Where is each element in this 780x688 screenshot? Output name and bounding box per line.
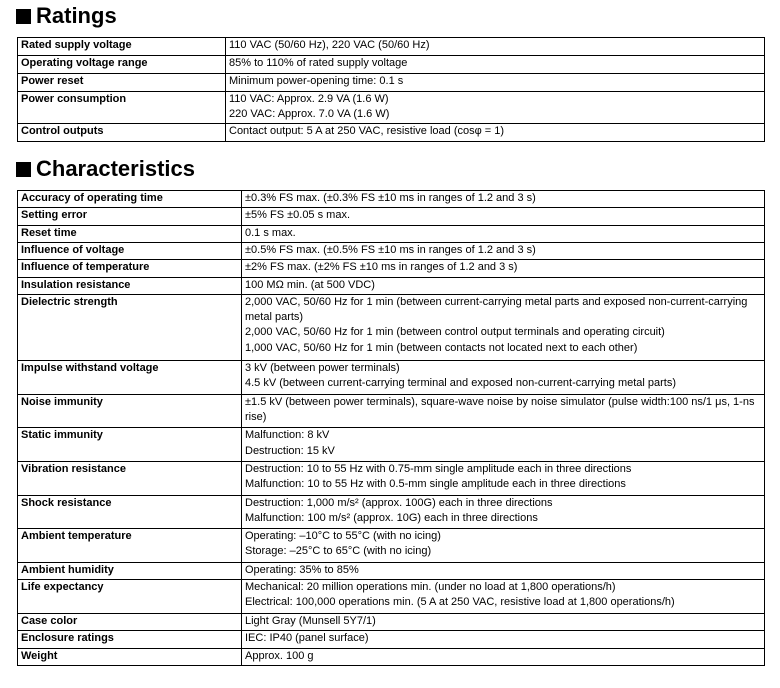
table-row: [18, 73, 765, 91]
spec-value-line: ±0.5% FS max. (±0.5% FS ±10 ms in ranges of 1.2 and 3 s): [245, 244, 536, 257]
spec-value: [226, 91, 765, 123]
spec-value-line: 110 VAC (50/60 Hz), 220 VAC (50/60 Hz): [229, 39, 430, 51]
spec-value-line: 1,000 VAC, 50/60 Hz for 1 min (between contacts not located next to each other): [245, 341, 638, 354]
spec-value-line: 85% to 110% of rated supply voltage: [229, 56, 408, 69]
spec-value: [242, 243, 765, 260]
characteristics-heading: [16, 157, 195, 181]
spec-value: [242, 394, 765, 428]
spec-label: Noise immunity: [18, 394, 242, 428]
table-row: [18, 394, 765, 428]
spec-value: [242, 361, 765, 395]
table-row: [18, 91, 765, 123]
spec-value-line: Malfunction: 100 m/s² (approx. 10G) each in three directions: [245, 511, 538, 524]
spec-label: Influence of temperature: [18, 260, 242, 277]
spec-value: [242, 495, 765, 529]
spec-value: [242, 295, 765, 361]
characteristics-table: [17, 190, 765, 666]
spec-label: Power consumption: [18, 91, 226, 123]
table-row: [18, 38, 765, 56]
ratings-table: [17, 37, 765, 142]
spec-label: Weight: [18, 648, 242, 665]
spec-value: [226, 124, 765, 142]
spec-label: Dielectric strength: [18, 295, 242, 361]
spec-label: Control outputs: [18, 124, 226, 142]
spec-value-line: Mechanical: 20 million operations min. (under no load at 1,800 operations/h): [245, 581, 616, 594]
spec-label: Vibration resistance: [18, 462, 242, 496]
spec-value: [242, 580, 765, 614]
spec-value: [242, 277, 765, 294]
spec-label: Ambient humidity: [18, 562, 242, 579]
ratings-heading: [16, 4, 117, 28]
spec-value-line: Minimum power-opening time: 0.1 s: [229, 74, 404, 87]
spec-value: [242, 225, 765, 242]
spec-value: [226, 38, 765, 56]
table-row: [18, 361, 765, 395]
table-row: [18, 124, 765, 142]
spec-value-line: ±0.3% FS max. (±0.3% FS ±10 ms in ranges of 1.2 and 3 s): [245, 192, 536, 204]
ratings-title-text: Ratings: [36, 3, 117, 28]
spec-label: Impulse withstand voltage: [18, 361, 242, 395]
table-row: [18, 631, 765, 648]
table-row: [18, 562, 765, 579]
spec-label: Reset time: [18, 225, 242, 242]
spec-value-line: 0.1 s max.: [245, 226, 296, 239]
table-row: [18, 648, 765, 665]
spec-label: Ambient temperature: [18, 529, 242, 563]
spec-value-line: ±2% FS max. (±2% FS ±10 ms in ranges of 1.2 and 3 s): [245, 261, 518, 274]
spec-value-line: Malfunction: 10 to 55 Hz with 0.5-mm single amplitude each in three directions: [245, 478, 626, 491]
spec-value: [242, 562, 765, 579]
table-row: [18, 580, 765, 614]
spec-value: [242, 648, 765, 665]
spec-value-line: Destruction: 15 kV: [245, 444, 335, 457]
spec-value-line: Operating: –10°C to 55°C (with no icing): [245, 530, 441, 543]
spec-value-line: Operating: 35% to 85%: [245, 563, 359, 576]
characteristics-title-text: Characteristics: [36, 156, 195, 181]
spec-value-line: Malfunction: 8 kV: [245, 429, 330, 442]
spec-value-line: IEC: IP40 (panel surface): [245, 632, 369, 645]
spec-value: [242, 208, 765, 225]
table-row: [18, 428, 765, 462]
spec-label: Setting error: [18, 208, 242, 225]
table-row: [18, 462, 765, 496]
spec-label: Rated supply voltage: [18, 38, 226, 56]
table-row: [18, 191, 765, 208]
spec-value-line: 2,000 VAC, 50/60 Hz for 1 min (between control output terminals and operating circuit): [245, 326, 665, 339]
table-row: [18, 260, 765, 277]
table-row: [18, 55, 765, 73]
spec-label: Life expectancy: [18, 580, 242, 614]
spec-value-line: 4.5 kV (between current-carrying terminal and exposed non-current-carrying metal parts): [245, 377, 677, 390]
spec-label: Accuracy of operating time: [18, 191, 242, 208]
spec-value-line: Destruction: 1,000 m/s² (approx. 100G) each in three directions: [245, 496, 553, 509]
spec-value: [242, 191, 765, 208]
spec-label: Operating voltage range: [18, 55, 226, 73]
spec-value-line: Electrical: 100,000 operations min. (5 A at 250 VAC, resistive load at 1,800 operations/h): [245, 596, 675, 609]
spec-value-line: Approx. 100 g: [245, 649, 314, 662]
spec-value: [242, 631, 765, 648]
table-row: [18, 529, 765, 563]
table-row: [18, 208, 765, 225]
spec-value-line: 100 MΩ min. (at 500 VDC): [245, 278, 375, 291]
spec-value: [242, 462, 765, 496]
spec-label: Static immunity: [18, 428, 242, 462]
spec-label: Shock resistance: [18, 495, 242, 529]
spec-value: [242, 529, 765, 563]
spec-label: Case color: [18, 613, 242, 630]
spec-value-line: 220 VAC: Approx. 7.0 VA (1.6 W): [229, 108, 390, 121]
spec-value-line: ±1.5 kV (between power terminals), square-wave noise by noise simulator (pulse width:100 ns/1 μs, 1-ns rise): [245, 395, 755, 424]
spec-value-line: 2,000 VAC, 50/60 Hz for 1 min (between current-carrying metal parts and exposed non-current-carrying metal parts): [245, 296, 748, 324]
spec-value-line: 110 VAC: Approx. 2.9 VA (1.6 W): [229, 92, 389, 105]
table-row: [18, 495, 765, 529]
spec-value-line: 3 kV (between power terminals): [245, 362, 400, 375]
spec-label: Influence of voltage: [18, 243, 242, 260]
spec-value: [242, 428, 765, 462]
square-bullet-icon: [16, 162, 31, 177]
spec-value-line: Light Gray (Munsell 5Y7/1): [245, 614, 376, 627]
spec-value: [226, 73, 765, 91]
square-bullet-icon: [16, 9, 31, 24]
spec-label: Power reset: [18, 73, 226, 91]
spec-label: Insulation resistance: [18, 277, 242, 294]
spec-value: [226, 55, 765, 73]
table-row: [18, 613, 765, 630]
table-row: [18, 295, 765, 361]
table-row: [18, 225, 765, 242]
spec-value-line: Contact output: 5 A at 250 VAC, resistive load (cosφ = 1): [229, 125, 505, 138]
spec-value-line: ±5% FS ±0.05 s max.: [245, 209, 350, 222]
spec-value: [242, 260, 765, 277]
table-row: [18, 243, 765, 260]
table-row: [18, 277, 765, 294]
spec-value-line: Destruction: 10 to 55 Hz with 0.75-mm single amplitude each in three directions: [245, 463, 632, 476]
spec-label: Enclosure ratings: [18, 631, 242, 648]
spec-value-line: Storage: –25°C to 65°C (with no icing): [245, 545, 432, 558]
spec-value: [242, 613, 765, 630]
